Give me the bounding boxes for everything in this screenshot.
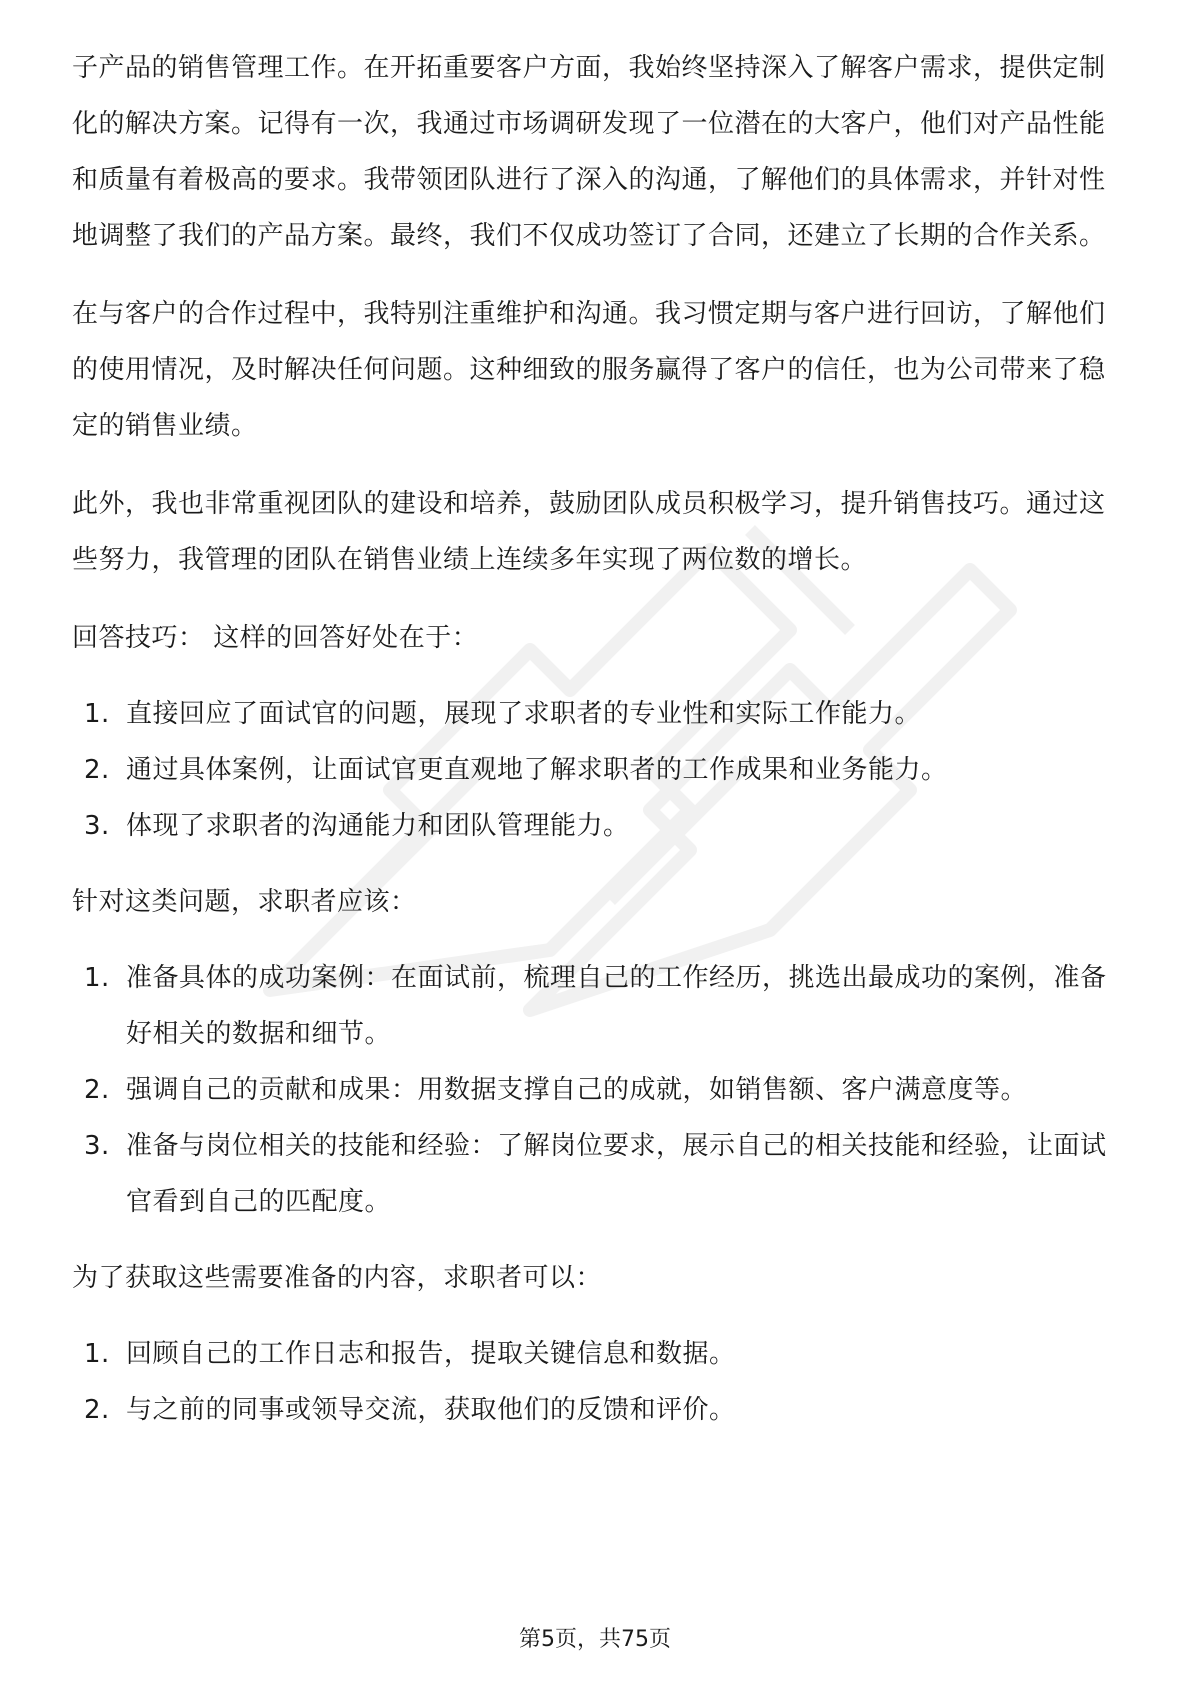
list-text: 通过具体案例，让面试官更直观地了解求职者的工作成果和业务能力。 [126, 755, 948, 785]
list-item [72, 798, 1122, 854]
list-number: 2. [84, 755, 110, 785]
tips-heading: 回答技巧： 这样的回答好处在于： [72, 623, 479, 653]
paragraph-2: 在与客户的合作过程中，我特别注重维护和沟通。我习惯定期与客户进行回访，了解他们的使用情况，及时解决任何问题。这种细致的服务赢得了客户的信任，也为公司带来了稳定的销售业绩。 [72, 299, 1106, 441]
list-number: 1. [84, 963, 110, 993]
list-item [72, 1118, 1122, 1230]
list-item [72, 742, 1122, 798]
list-number: 3. [84, 811, 110, 841]
list-number: 2. [84, 1395, 110, 1425]
page-footer: 第5页，共75页 [519, 1627, 671, 1652]
list-text: 准备与岗位相关的技能和经验：了解岗位要求，展示自己的相关技能和经验，让面试官看到自己的匹配度。 [126, 1131, 1107, 1217]
paragraph-1: 子产品的销售管理工作。在开拓重要客户方面，我始终坚持深入了解客户需求，提供定制化的解决方案。记得有一次，我通过市场调研发现了一位潜在的大客户，他们对产品性能和质量有着极高的要求。我带领团队进行了深入的沟通，了解他们的具体需求，并针对性地调整了我们的产品方案。最终，我们不仅成功签订了合同，还建立了长期的合作关系。 [72, 53, 1106, 251]
list-text: 回顾自己的工作日志和报告，提取关键信息和数据。 [126, 1339, 736, 1369]
list-number: 1. [84, 699, 110, 729]
list-text: 直接回应了面试官的问题，展现了求职者的专业性和实际工作能力。 [126, 699, 922, 729]
should-heading: 针对这类问题，求职者应该： [72, 887, 417, 917]
list-number: 2. [84, 1075, 110, 1105]
list-item [72, 950, 1122, 1062]
list-text: 体现了求职者的沟通能力和团队管理能力。 [126, 811, 630, 841]
list-item [72, 1382, 1122, 1438]
list-text: 与之前的同事或领导交流，获取他们的反馈和评价。 [126, 1395, 736, 1425]
obtain-list [72, 1326, 1122, 1438]
paragraph-3: 此外，我也非常重视团队的建设和培养，鼓励团队成员积极学习，提升销售技巧。通过这些努力，我管理的团队在销售业绩上连续多年实现了两位数的增长。 [72, 489, 1106, 575]
list-text: 强调自己的贡献和成果：用数据支撑自己的成就，如销售额、客户满意度等。 [126, 1075, 1028, 1105]
list-number: 1. [84, 1339, 110, 1369]
list-item [72, 686, 1122, 742]
list-text: 准备具体的成功案例：在面试前，梳理自己的工作经历，挑选出最成功的案例，准备好相关的数据和细节。 [126, 963, 1107, 1049]
document-page [72, 40, 1122, 1458]
list-number: 3. [84, 1131, 110, 1161]
tips-list [72, 686, 1122, 854]
should-list [72, 950, 1122, 1230]
list-item [72, 1062, 1122, 1118]
list-item [72, 1326, 1122, 1382]
obtain-heading: 为了获取这些需要准备的内容，求职者可以： [72, 1263, 603, 1293]
